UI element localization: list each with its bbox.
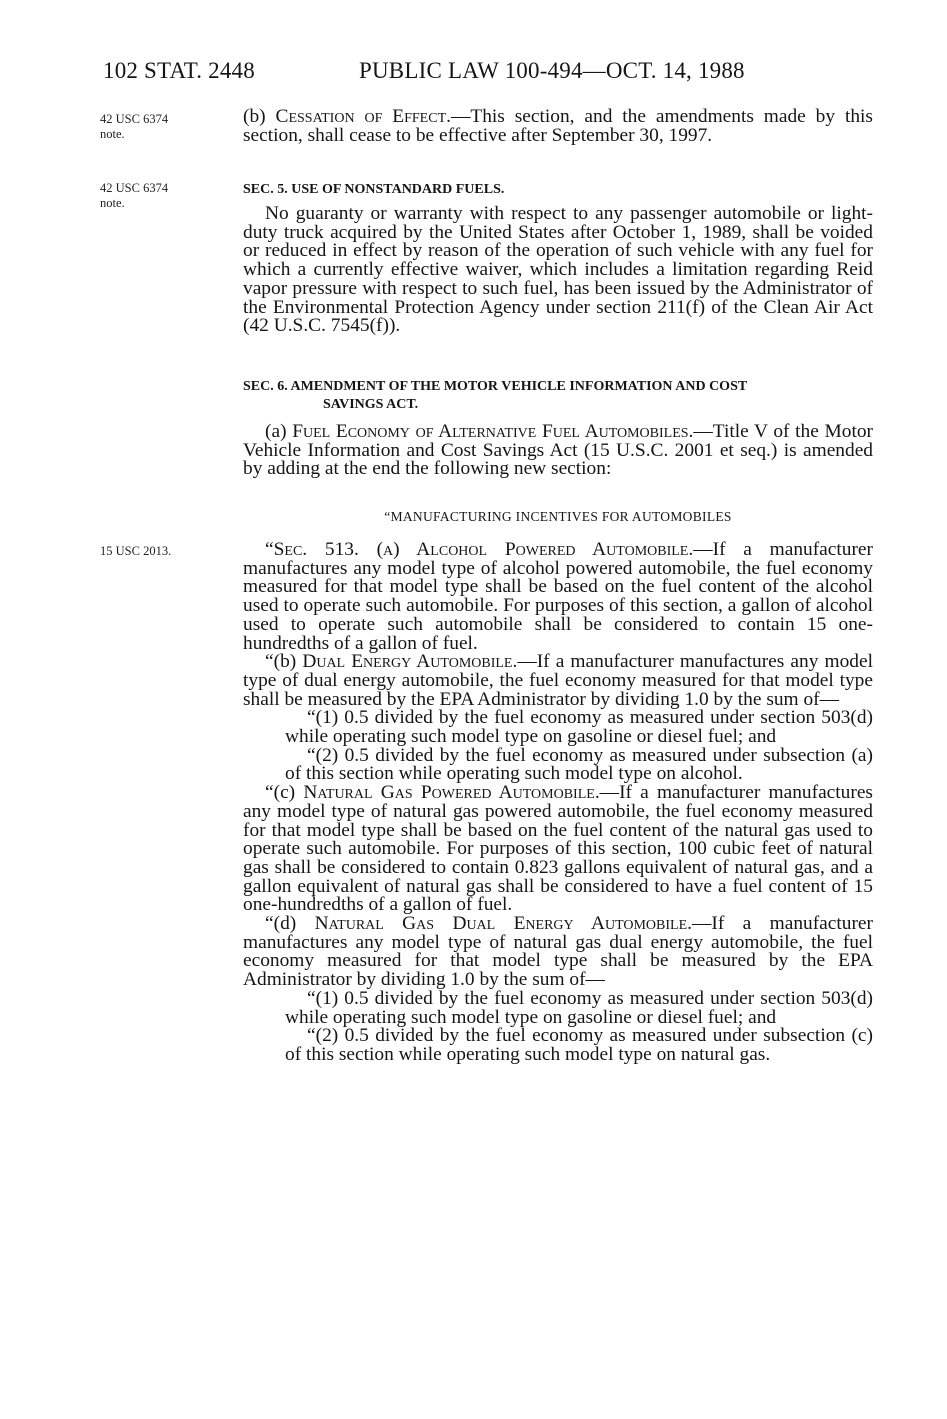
subsection-title: Cessation of Effect. — [275, 106, 451, 127]
section-6-heading-line2: SAVINGS ACT. — [323, 397, 419, 412]
cessation-of-effect-paragraph — [243, 108, 873, 145]
subsection-text: —If a manufacturer manufactures any model type of dual energy automobile, the fuel economy measured for that model type shall be measured by the EPA Administrator by dividing 1.0 by the sum of— — [243, 651, 873, 710]
margin-note-line: 42 USC 6374 — [100, 112, 169, 126]
public-law-citation: PUBLIC LAW 100-494—OCT. 14, 1988 — [359, 58, 745, 83]
subsection-label: (a) — [265, 421, 293, 442]
section-513-a — [243, 541, 873, 653]
subsection-title: Dual Energy Automobile. — [302, 651, 518, 673]
margin-note-usc-2013 — [100, 544, 171, 559]
section-513-b1: “(1) 0.5 divided by the fuel economy as measured under section 503(d) while operating such model type on gasoline or diesel fuel; and — [285, 707, 873, 748]
section-5-paragraph: No guaranty or warranty with respect to any passenger automobile or light-duty truck acquired by the United States after October 1, 1989, shall be voided or reduced in effect by reason of the operation of such vehicle with any fuel for which a currently effective waiver, which includes a limitation regarding Reid vapor pressure with respect to such fuel, has been issued by the Administrator of the Environmental Protection Agency under section 211(f) of the Clean Air Act (42 U.S.C. 7545(f)). — [243, 203, 873, 337]
subsection-title: Alcohol Powered Automobile. — [416, 539, 694, 560]
manufacturing-incentives-heading: “MANUFACTURING INCENTIVES FOR AUTOMOBILES — [384, 509, 732, 524]
section-513-body — [243, 541, 873, 1065]
subsection-text: —This section, and the amendments made by this section, shall cease to be effective after September 30, 1997. — [243, 106, 873, 146]
subsection-label: “(b) — [265, 651, 303, 673]
section-513-d — [243, 915, 873, 990]
margin-note-line: 42 USC 6374 — [100, 181, 169, 195]
section-5-text — [243, 205, 873, 336]
subsection-label: “(c) — [265, 782, 304, 804]
section-513-lead: “Sec. 513. (a) — [265, 539, 417, 560]
subsection-title: Natural Gas Dual Energy Automobile. — [314, 913, 692, 935]
subsection-title: Fuel Economy of Alternative Fuel Automobiles. — [292, 421, 694, 442]
margin-note-line: note. — [100, 127, 125, 141]
subsection-label: (b) — [243, 106, 276, 127]
margin-note-usc-6374-b — [100, 181, 168, 211]
section-513-c — [243, 784, 873, 915]
section-513-b2: “(2) 0.5 divided by the fuel economy as measured under subsection (a) of this section while operating such model type on alcohol. — [285, 744, 873, 785]
subsection-title: Natural Gas Powered Automobile. — [303, 782, 600, 804]
stat-page-number: 102 STAT. 2448 — [103, 58, 255, 83]
subsection-label: “(d) — [265, 913, 315, 935]
margin-note-line: note. — [100, 196, 125, 210]
subsection-text: —If a manufacturer manufactures any model type of alcohol powered automobile, the fuel economy measured for that model type shall be based on the fuel content of the alcohol used to operate such automobile. For purposes of this section, a gallon of alcohol used to operate such automobile shall be considered to contain 15 one-hundredths of a gallon of fuel. — [243, 539, 874, 654]
section-6a-paragraph — [243, 423, 873, 479]
section-5-heading: SEC. 5. USE OF NONSTANDARD FUELS. — [243, 182, 505, 197]
subsection-text: —Title V of the Motor Vehicle Information and Cost Savings Act (15 U.S.C. 2001 et seq.) is amended by adding at the end the following new section: — [243, 421, 873, 480]
margin-note-line: 15 USC 2013. — [100, 544, 172, 558]
section-513-b — [243, 653, 873, 709]
margin-note-usc-6374-a — [100, 112, 168, 142]
section-6-heading-line1: SEC. 6. AMENDMENT OF THE MOTOR VEHICLE INFORMATION AND COST — [243, 379, 748, 394]
subsection-text: —If a manufacturer manufactures any model type of natural gas dual energy automobile, the fuel economy measured for that model type shall be measured by the EPA Administrator by dividing 1.0 by the sum of— — [243, 913, 873, 991]
section-513-d1: “(1) 0.5 divided by the fuel economy as measured under section 503(d) while operating such model type on gasoline or diesel fuel; and — [285, 987, 873, 1028]
section-6-heading — [243, 378, 873, 414]
section-513-d2: “(2) 0.5 divided by the fuel economy as measured under subsection (c) of this section while operating such model type on natural gas. — [285, 1025, 873, 1065]
subsection-text: —If a manufacturer manufactures any model type of natural gas powered automobile, the fuel economy measured for that model type shall be based on the fuel content of the natural gas used to operate such automobile. For purposes of this section, 100 cubic feet of natural gas shall be considered to contain 0.823 gallons equivalent of natural gas, and a gallon equivalent of natural gas shall be considered to have a fuel content of 15 one-hundredths of a gallon of fuel. — [243, 782, 873, 916]
